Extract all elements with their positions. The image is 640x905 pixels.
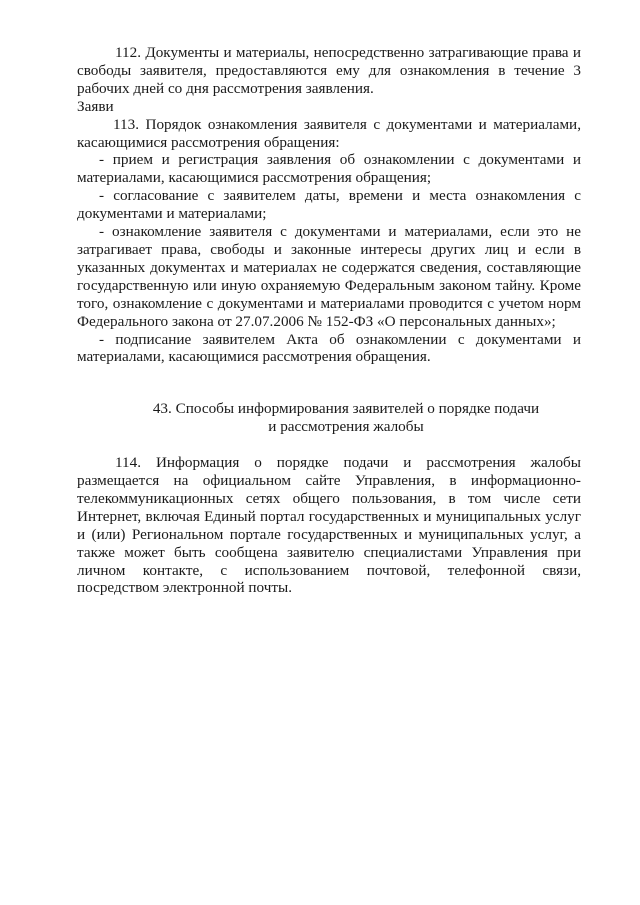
- spacer: [77, 366, 581, 400]
- document-page: [77, 44, 581, 597]
- list-item-familiarization: - ознакомление заявителя с документами и материалами, если это не затрагивает права, свободы и законные интересы других лиц и если в указанных документах и материалах не содержатся сведения, составляющие государственную или иную охраняемую Федеральным законом тайну. Кроме того, ознакомление с документами и материалами проводится с учетом норм Федерального закона от 27.07.2006 № 152-ФЗ «О персональных данных»;: [77, 223, 581, 330]
- section-heading-line-2: и рассмотрения жалобы: [268, 418, 424, 436]
- list-item-reception: - прием и регистрация заявления об ознакомлении с документами и материалами, касающимися рассмотрения обращения;: [77, 151, 581, 187]
- spacer: [77, 436, 581, 454]
- list-item-signing: - подписание заявителем Акта об ознакомлении с документами и материалами, касающимися рассмотрения обращения.: [77, 330, 581, 366]
- text-fragment: Заяви: [77, 97, 114, 115]
- paragraph-114: 114. Информация о порядке подачи и рассмотрения жалобы размещается на официальном сайте Управления, в информационно-телекоммуникационных сетях общего пользования, в том числе сети Интернет, включая Единый портал государственных и муниципальных услуг и (или) Региональном портале государственных и муниципальных услуг, а также может быть сообщена заявителю специалистами Управления при личном контакте, с использованием почтовой, телефонной связи, посредством электронной почты.: [77, 454, 581, 597]
- list-item-agreement: - согласование с заявителем даты, времени и места ознакомления с документами и материалами;: [77, 187, 581, 223]
- paragraph-112: 112. Документы и материалы, непосредственно затрагивающие права и свободы заявителя, предоставляются ему для ознакомления в течение 3 рабочих дней со дня рассмотрения заявления.: [77, 44, 581, 97]
- paragraph-113: 113. Порядок ознакомления заявителя с документами и материалами, касающимися рассмотрения обращения:: [77, 115, 581, 151]
- section-heading-line-1: 43. Способы информирования заявителей о порядке подачи: [152, 400, 540, 418]
